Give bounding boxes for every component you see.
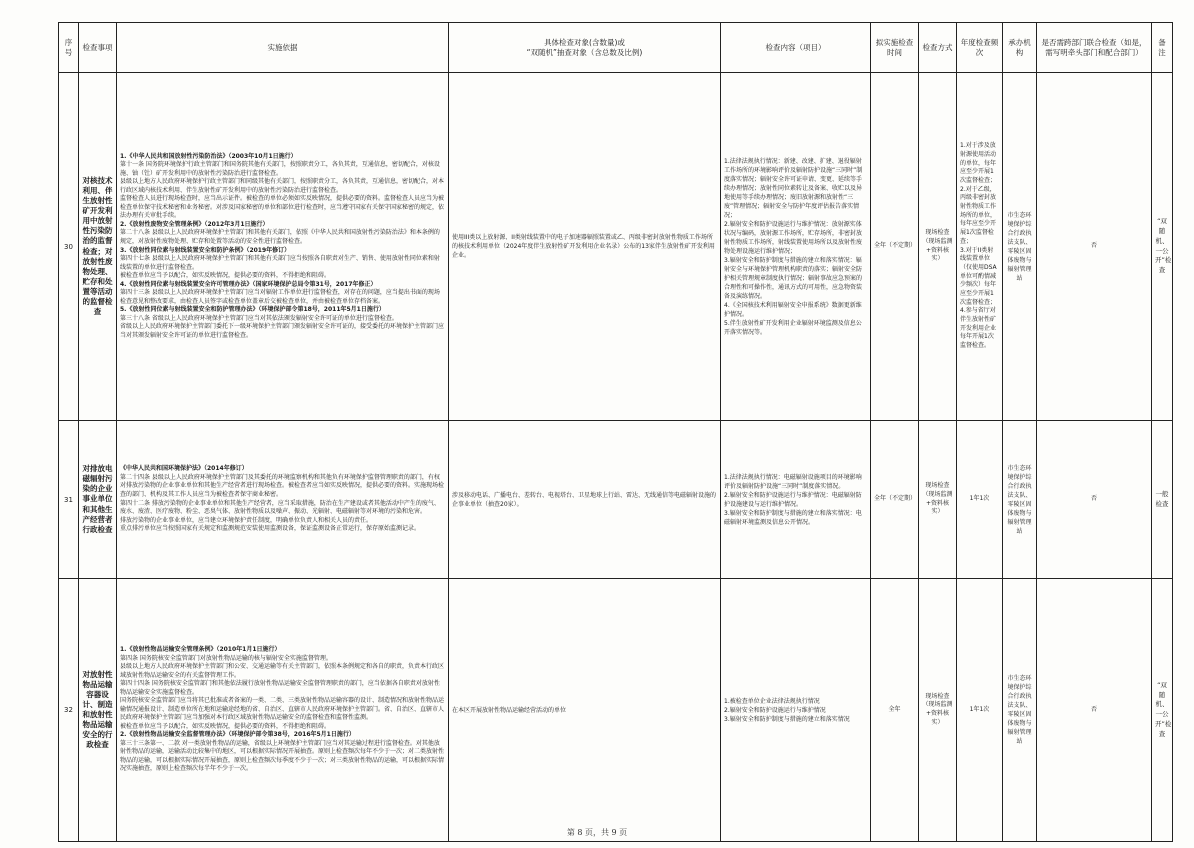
- content-item: 2.辐射安全和防护设施运行与维护情况：电磁辐射防护设施建设与运行维护情况。: [724, 491, 862, 508]
- law-clause: 排放污染物的企业事业单位，应当建立环境保护责任制度，明确单位负责人和相关人员的责任。: [120, 516, 373, 524]
- header-object: 具体检查对象(含数量)或 “双随机”抽查对象（含总数及比例): [449, 23, 721, 73]
- frequency-item: 3.对于II类射线装置单位（仅使用DSA单位可酌情减少频次）每年应至少开展1次监督检查；: [960, 246, 997, 306]
- remark: “双随机、一公开”检查: [1152, 579, 1173, 842]
- table-header-row: [59, 23, 1173, 73]
- header-joint: 是否需跨部门联合检查（如是，需写明牵头部门和配合部门）: [1037, 23, 1152, 73]
- inspection-object: 使用III类以上放射源、II类射线装置中的电子加速器辐照装置或乙、丙级非密封放射性物质工作场所的核技术利用单位（2024年度伴生放射性矿开发利用企业名录）公布的13家伴生放射性矿开发利用企业。: [449, 73, 721, 421]
- frequency-item: 2.对于乙级，丙级非密封放射性物质工作场所的单位，每年应至少开展1次监督检查；: [960, 185, 997, 245]
- inspection-method: 现场检查（现场监测+资料核实）: [919, 421, 957, 579]
- law-clause: 第二十四条 县级以上人民政府环境保护主管部门及其委托的环境监察机构和其他负有环境保护监督管理职责的部门，有权对排放污染物的企业事业单位和其他生产经营者进行现场检查。被检查者应当如实反映情况，提供必要的资料。实施现场检查的部门、机构及其工作人员应当为被检查者保守商业秘密。: [120, 473, 445, 498]
- responsible-org: 市生态环境保护综合行政执法支队、零陵区固体废物与辐射管理站: [1003, 73, 1037, 421]
- row-number: 32: [59, 579, 79, 842]
- law-clause: 第三十八条 省级以上人民政府环境保护主管部门应当对其依法颁发辐射安全许可证的单位进行监督检查。: [120, 314, 398, 322]
- inspection-time: 全年（不定期）: [871, 421, 919, 579]
- inspection-object: 涉及移动电话、广播电台、差转台、电视塔台、卫星地球上行站、雷达、无线通信等电磁辐射设施的企事业单位（抽查20家）。: [449, 421, 721, 579]
- law-clause: 第四十七条 县级以上人民政府环境保护主管部门和其他有关部门应当按照各自职责对生产、销售、使用放射性同位素和射线装置的单位进行监督检查。: [120, 255, 440, 271]
- inspection-frequency: [957, 73, 1003, 421]
- content-item: 3.辐射安全和防护制度与措施的建立和落实情况: [724, 715, 850, 723]
- inspection-time: 全年（不定期）: [871, 73, 919, 421]
- row-number: 31: [59, 421, 79, 579]
- header-no: 序号: [59, 23, 79, 73]
- content-item: 3.辐射安全和防护制度与措施的建立和落实情况：电磁辐射环境监测及信息公开情况。: [724, 509, 862, 526]
- law-title: 3.《放射性同位素与射线装置安全和防护条例》（2019年修订）: [120, 246, 291, 254]
- legal-basis: [117, 421, 449, 579]
- content-item: 1.法律法规执行情况：电磁辐射设施项目的环境影响评价及辐射防护设施“三同时”制度落实情况。: [724, 473, 862, 490]
- law-clause: 县级以上地方人民政府环境保护行政主管部门和同级其他有关部门，按照职责分工，各负其责，互通信息，密切配合，对本行政区域内核技术利用、伴生放射性矿开发利用中的放射性污染防治进行监督检查。: [120, 178, 445, 194]
- header-note: 备注: [1152, 23, 1173, 73]
- responsible-org: 市生态环境保护综合行政执法支队、零陵区固体废物与辐射管理站: [1003, 579, 1037, 842]
- responsible-org: 市生态环境保护综合行政执法支队、零陵区固体废物与辐射管理站: [1003, 421, 1037, 579]
- law-title: 5.《放射性同位素与射线装置安全和防护管理办法》（环境保护部令第18号，2011年5月1日施行）: [120, 306, 385, 314]
- joint-inspection: 否: [1037, 579, 1152, 842]
- law-title: 1.《放射性物品运输安全管理条例》（2010年1月1日施行）: [120, 646, 281, 654]
- table-row: [59, 579, 1173, 842]
- inspection-item: 对排放电磁辐射污染的企业事业单位和其他生产经营者行政检查: [79, 421, 117, 579]
- law-clause: 重点排污单位应当按照国家有关规定和监测规范安装使用监测设备，保证监测设备正常运行，保存原始监测记录。: [120, 525, 421, 533]
- header-time: 拟实施检查时间: [871, 23, 919, 73]
- content-item: 2.辐射安全和防护设施运行与维护情况: [724, 706, 826, 714]
- header-item: 检查事项: [79, 23, 117, 73]
- header-content: 检查内容（项目）: [721, 23, 871, 73]
- frequency-item: 1.对于涉及放射源使用活动的单位，每年应至少开展1次监督检查；: [960, 142, 997, 184]
- content-item: 2.辐射安全和防护设施运行与维护情况：放射源实体状况与编码，放射源工作场所，贮存场所，非密封放射性物质工作场所，射线装置使用场所以及放射性废物处理设施运行维护情况；: [724, 220, 863, 255]
- content-item: 1.被检查单位企业法律法规执行情况: [724, 697, 820, 705]
- law-title: 4.《放射性同位素与射线装置安全许可管理办法》（国家环境保护总局令第31号，2017年修正）: [120, 280, 377, 288]
- row-number: 30: [59, 73, 79, 421]
- content-item: 4.《全国核技术利用辐射安全申报系统》数据更新维护情况。: [724, 301, 862, 318]
- remark: “双随机、一公开”检查: [1152, 73, 1173, 421]
- inspection-frequency: [957, 421, 1003, 579]
- content-item: 3.辐射安全和防护制度与措施的建立和落实情况：辐射安全与环境保护管理机构职责的落实；辐射安全防护相关管理规章制度执行情况；辐射事故应急预案的合理性和可操作性，通讯方式的可用性，应急物资装备及演练情况。: [724, 256, 863, 300]
- law-clause: 第四十三条 县级以上人民政府环境保护主管部门应当对辐射工作单位进行监督检查，对存在的问题，应当提出书面的现场检查意见和整改要求，由检查人员签字或检查单位盖章后交被检查单位，并由被检查单位存档备案。: [120, 289, 440, 305]
- law-clause: 第四条 国务院核安全监管部门对放射性物品运输的核与辐射安全实施监督管理。: [120, 654, 332, 662]
- law-clause: 被检查单位应当予以配合，如实反映情况，提供必要的资料，不得拒绝和阻碍。: [120, 272, 331, 280]
- law-clause: 县级以上地方人民政府环境保护主管部门和公安、交通运输等有关主管部门，依照本条例规定和各自的职责，负责本行政区域放射性物品运输安全的有关监督管理工作。: [120, 663, 445, 679]
- law-clause: 第四十四条 国务院核安全监管部门和其他依法履行放射性物品运输安全监督管理职责的部门，应当依据各自职责对放射性物品运输安全实施监督检查。: [120, 680, 440, 696]
- law-clause: 第二十八条 县级以上人民政府环境保护主管部门和其他有关部门，依照《中华人民共和国放射性污染防治法》和本条例的规定，对放射性废物处理、贮存和处置等活动的安全性进行监督检查。: [120, 229, 440, 245]
- law-clause: 国务院核安全监管部门应当将其已批准或者备案的一类、二类、三类放射性物品运输容器的设计、制造情况和放射性物品运输情况通报设计、制造单位所在地和运输途经地的省、自治区、直辖市人民政府环境保护主管部门。省、自治区、直辖市人民政府环境保护主管部门应当加强对本行政区域放射性物品运输安全的监督检查和监督性监测。: [120, 697, 445, 722]
- header-method: 检查方式: [919, 23, 957, 73]
- legal-basis: [117, 579, 449, 842]
- inspection-frequency: [957, 579, 1003, 842]
- header-freq: 年度检查频次: [957, 23, 1003, 73]
- law-clause: 监督检查人员进行现场检查时，应当出示证件。被检查的单位必须如实反映情况，提供必要的资料。监督检查人员应当为被检查单位保守技术秘密和业务秘密。对涉及国家秘密的单位和部位进行检查时，应当遵守国家有关保守国家秘密的规定，依法办理有关审批手续。: [120, 195, 445, 220]
- law-title: 《中华人民共和国环境保护法》（2014年修订）: [120, 465, 248, 473]
- inspection-table: [58, 22, 1173, 842]
- inspection-content: [721, 73, 871, 421]
- inspection-object: 在本区开展放射性物品运输经营活动的单位: [449, 579, 721, 842]
- legal-basis: [117, 73, 449, 421]
- law-title: 1.《中华人民共和国放射性污染防治法》（2003年10月1日施行）: [120, 152, 297, 160]
- law-clause: 第三十三条第一、二款 对一类放射性物品的运输，省级以上环境保护主管部门应当对其运输过程进行监督检查。对其他放射性物品的运输，运输活动比较集中的地区，可以根据实际情况开展抽查。原则上检查频次每年不少于一次；对二类放射性物品的运输，可以根据实际情况开展抽查，原则上检查频次每季度不少于一次；对三类放射性物品的运输，可以根据实际情况实施抽查，原则上检查频次每半年不少于一次。: [120, 739, 445, 773]
- law-clause: 被检查单位应当予以配合，如实反映情况，提供必要的资料，不得拒绝和阻碍。: [120, 722, 331, 730]
- inspection-method: 现场检查（现场监测+资料核实）: [919, 579, 957, 842]
- law-clause: 省级以上人民政府环境保护主管部门委托下一级环境保护主管部门颁发辐射安全许可证的，接受委托的环境保护主管部门应当对其颁发辐射安全许可证的单位进行监督检查。: [120, 323, 445, 339]
- inspection-content: [721, 579, 871, 842]
- frequency-item: 4.参与省厅对伴生放射性矿开发利用企业每年开展1次监督检查。: [960, 307, 997, 350]
- law-clause: 第四十二条 排放污染物的企业事业单位和其他生产经营者，应当采取措施，防治在生产建设或者其他活动中产生的废气、废水、废渣、医疗废物、粉尘、恶臭气体、放射性物质以及噪声、振动、光辐射、电磁辐射等对环境的污染和危害。: [120, 499, 440, 516]
- joint-inspection: 否: [1037, 421, 1152, 579]
- content-item: 5.伴生放射性矿开发利用企业辐射环境监测及信息公开落实情况等。: [724, 319, 862, 336]
- frequency-item: 1年1次: [969, 705, 990, 713]
- page-footer: 第 8 页，共 9 页: [566, 828, 628, 837]
- law-clause: 第十一条 国务院环境保护行政主管部门和国务院其他有关部门，按照职责分工，各负其责，互通信息，密切配合，对核设施、铀（钍）矿开发利用中的放射性污染防治进行监督检查。: [120, 161, 440, 177]
- table-row: [59, 421, 1173, 579]
- frequency-item: 1年1次: [969, 495, 990, 503]
- inspection-content: [721, 421, 871, 579]
- law-title: 2.《放射性物品运输安全监督管理办法》（环境保护部令第38号，2016年5月1日施行）: [120, 731, 355, 739]
- header-basis: 实施依据: [117, 23, 449, 73]
- content-item: 1.法律法规执行情况：新建、改建、扩建、退役辐射工作场所的环境影响评价及辐射防护设施“三同时”制度落实情况；辐射安全许可证申请、变更、延续等手续办理情况；放射性同位素转让及备案、收贮以及异地使用等手续办理情况；废旧放射源和放射性“三废”管理情况；辐射安全与防护年度评估报告落实情况；: [724, 157, 863, 219]
- joint-inspection: 否: [1037, 73, 1152, 421]
- inspection-item: 对核技术利用、伴生放射性矿开发利用中放射性污染防治的监督检查；对放射性废物处理、贮存和处置等活动的监督检查: [79, 73, 117, 421]
- table-row: [59, 73, 1173, 421]
- inspection-method: 现场检查（现场监测+资料核实）: [919, 73, 957, 421]
- remark: 一般检查: [1152, 421, 1173, 579]
- law-title: 2.《放射性废物安全管理条例》（2012年3月1日施行）: [120, 220, 269, 228]
- inspection-item: 对放射性物品运输容器设计、制造和放射性物品运输安全的行政检查: [79, 579, 117, 842]
- inspection-time: 全年: [871, 579, 919, 842]
- header-org: 承办机构: [1003, 23, 1037, 73]
